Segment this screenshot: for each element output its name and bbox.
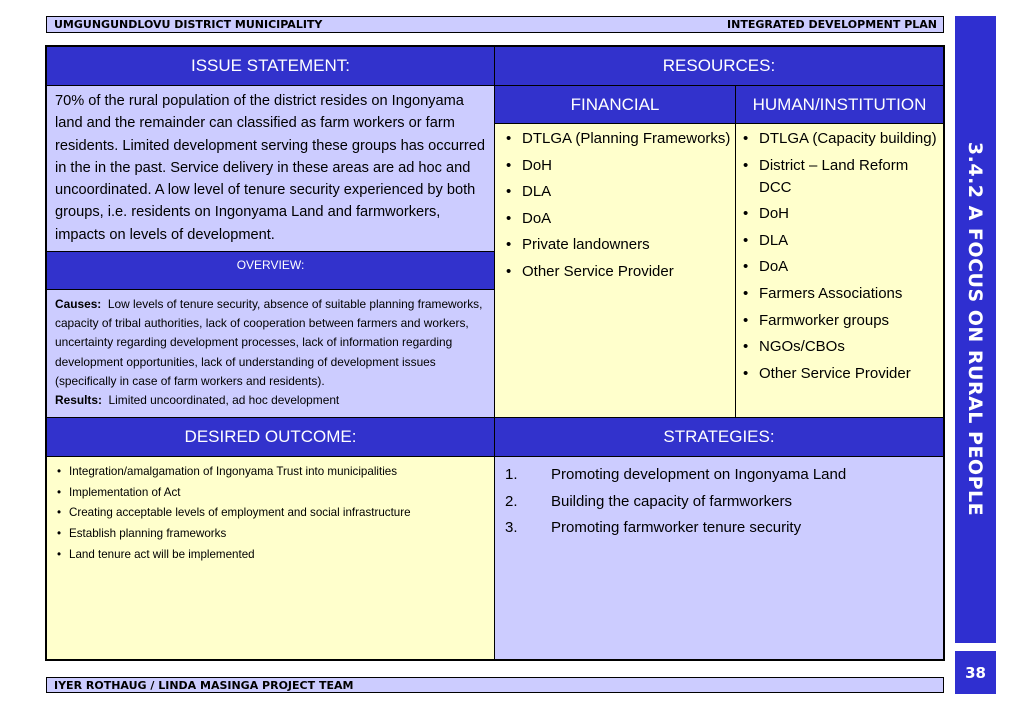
causes-paragraph [55, 295, 488, 391]
list-item: • DoA [740, 256, 939, 278]
list-item: • DLA [503, 181, 731, 203]
issue-statement-header [47, 47, 494, 85]
strategy-number: 2. [505, 492, 518, 510]
list-item: • District – Land Reform DCC [740, 155, 939, 199]
list-item: • DLA [740, 230, 939, 252]
list-item: • Farmworker groups [740, 310, 939, 332]
list-item: • DoH [503, 155, 731, 177]
list-item: • DTLGA (Planning Frameworks) [503, 128, 731, 150]
list-item: • DTLGA (Capacity building) [740, 128, 939, 150]
section-title: 3.4.2 A FOCUS ON RURAL PEOPLE [964, 141, 986, 517]
financial-header [495, 86, 735, 123]
financial-heading: FINANCIAL [570, 94, 660, 114]
plan-title: INTEGRATED DEVELOPMENT PLAN [727, 18, 937, 31]
human-institution-header [736, 86, 943, 123]
municipality-name: UMGUNGUNDLOVU DISTRICT MUNICIPALITY [54, 18, 323, 31]
desired-outcome-header [47, 418, 494, 456]
list-item: • Establish planning frameworks [57, 524, 490, 545]
list-item: • Other Service Provider [740, 363, 939, 385]
row-divider [47, 251, 494, 252]
column-divider [494, 47, 495, 659]
document-footer-bar [46, 677, 944, 693]
results-text: Limited uncoordinated, ad hoc development [108, 393, 340, 408]
desired-outcome-heading: DESIRED OUTCOME: [184, 427, 357, 446]
row-divider [47, 85, 943, 86]
causes-label: Causes: [55, 297, 102, 311]
human-institution-list [736, 124, 943, 385]
list-item [505, 462, 939, 489]
list-item: • Farmers Associations [740, 283, 939, 305]
human-institution-list-cell [736, 124, 943, 417]
overview-header [47, 252, 494, 289]
strategy-number: 1. [505, 466, 518, 483]
list-item: • Other Service Provider [503, 261, 731, 283]
strategies-header [495, 418, 943, 456]
results-label: Results: [55, 393, 102, 408]
financial-list-cell [495, 124, 735, 417]
row-divider [47, 417, 943, 418]
results-paragraph [55, 391, 488, 410]
desired-outcome-cell [47, 457, 494, 659]
list-item: • DoA [503, 208, 731, 230]
strategies-cell [495, 457, 943, 659]
project-team: IYER ROTHAUG / LINDA MASINGA PROJECT TEAM [54, 678, 354, 692]
list-item [505, 515, 939, 542]
page-number: 38 [955, 651, 996, 694]
list-item [505, 489, 939, 516]
list-item: • NGOs/CBOs [740, 336, 939, 358]
row-divider [47, 456, 943, 457]
row-divider [495, 123, 943, 124]
list-item: • Integration/amalgamation of Ingonyama Trust into municipalities [57, 462, 490, 483]
resources-column-divider [735, 85, 736, 418]
overview-heading: OVERVIEW: [236, 258, 305, 272]
desired-outcome-list [47, 457, 494, 566]
list-item: • DoH [740, 203, 939, 225]
resources-heading: RESOURCES: [662, 56, 776, 75]
list-item: • Private landowners [503, 234, 731, 256]
content-table [45, 45, 945, 661]
list-item: • Land tenure act will be implemented [57, 545, 490, 566]
document-header-bar [46, 16, 944, 33]
financial-list [495, 124, 735, 283]
human-institution-heading: HUMAN/INSTITUTION [752, 94, 927, 114]
strategies-list [495, 457, 943, 542]
row-divider [47, 289, 494, 290]
strategy-text: Building the capacity of farmworkers [551, 492, 792, 510]
overview-causes-results [47, 290, 494, 417]
strategies-heading: STRATEGIES: [663, 427, 775, 446]
issue-statement-heading: ISSUE STATEMENT: [190, 56, 350, 75]
strategy-text: Promoting farmworker tenure security [551, 519, 802, 536]
issue-statement-text: 70% of the rural population of the district resides on Ingonyama land and the remainder can classified as farm workers or farm residents. Limited development serving these groups has occurred in the in the past. Service delivery in these areas are ad hoc and uncoordinated. A low level of tenure security experienced by both groups, i.e. residents on Ingonyama Land and farmworkers, impacts on levels of development. [47, 86, 494, 251]
list-item: • Creating acceptable levels of employment and social infrastructure [57, 503, 490, 524]
causes-text: Low levels of tenure security, absence of suitable planning frameworks, capacity of tribal authorities, lack of cooperation between farmers and workers, uncertainty regarding development processes, lack of information regarding development opportunities, lack of understanding of development issues (specifically in case of farm workers and residents). [55, 297, 483, 388]
list-item: • Implementation of Act [57, 483, 490, 504]
resources-header [495, 47, 943, 85]
strategy-number: 3. [505, 519, 518, 536]
strategy-text: Promoting development on Ingonyama Land [551, 466, 847, 483]
